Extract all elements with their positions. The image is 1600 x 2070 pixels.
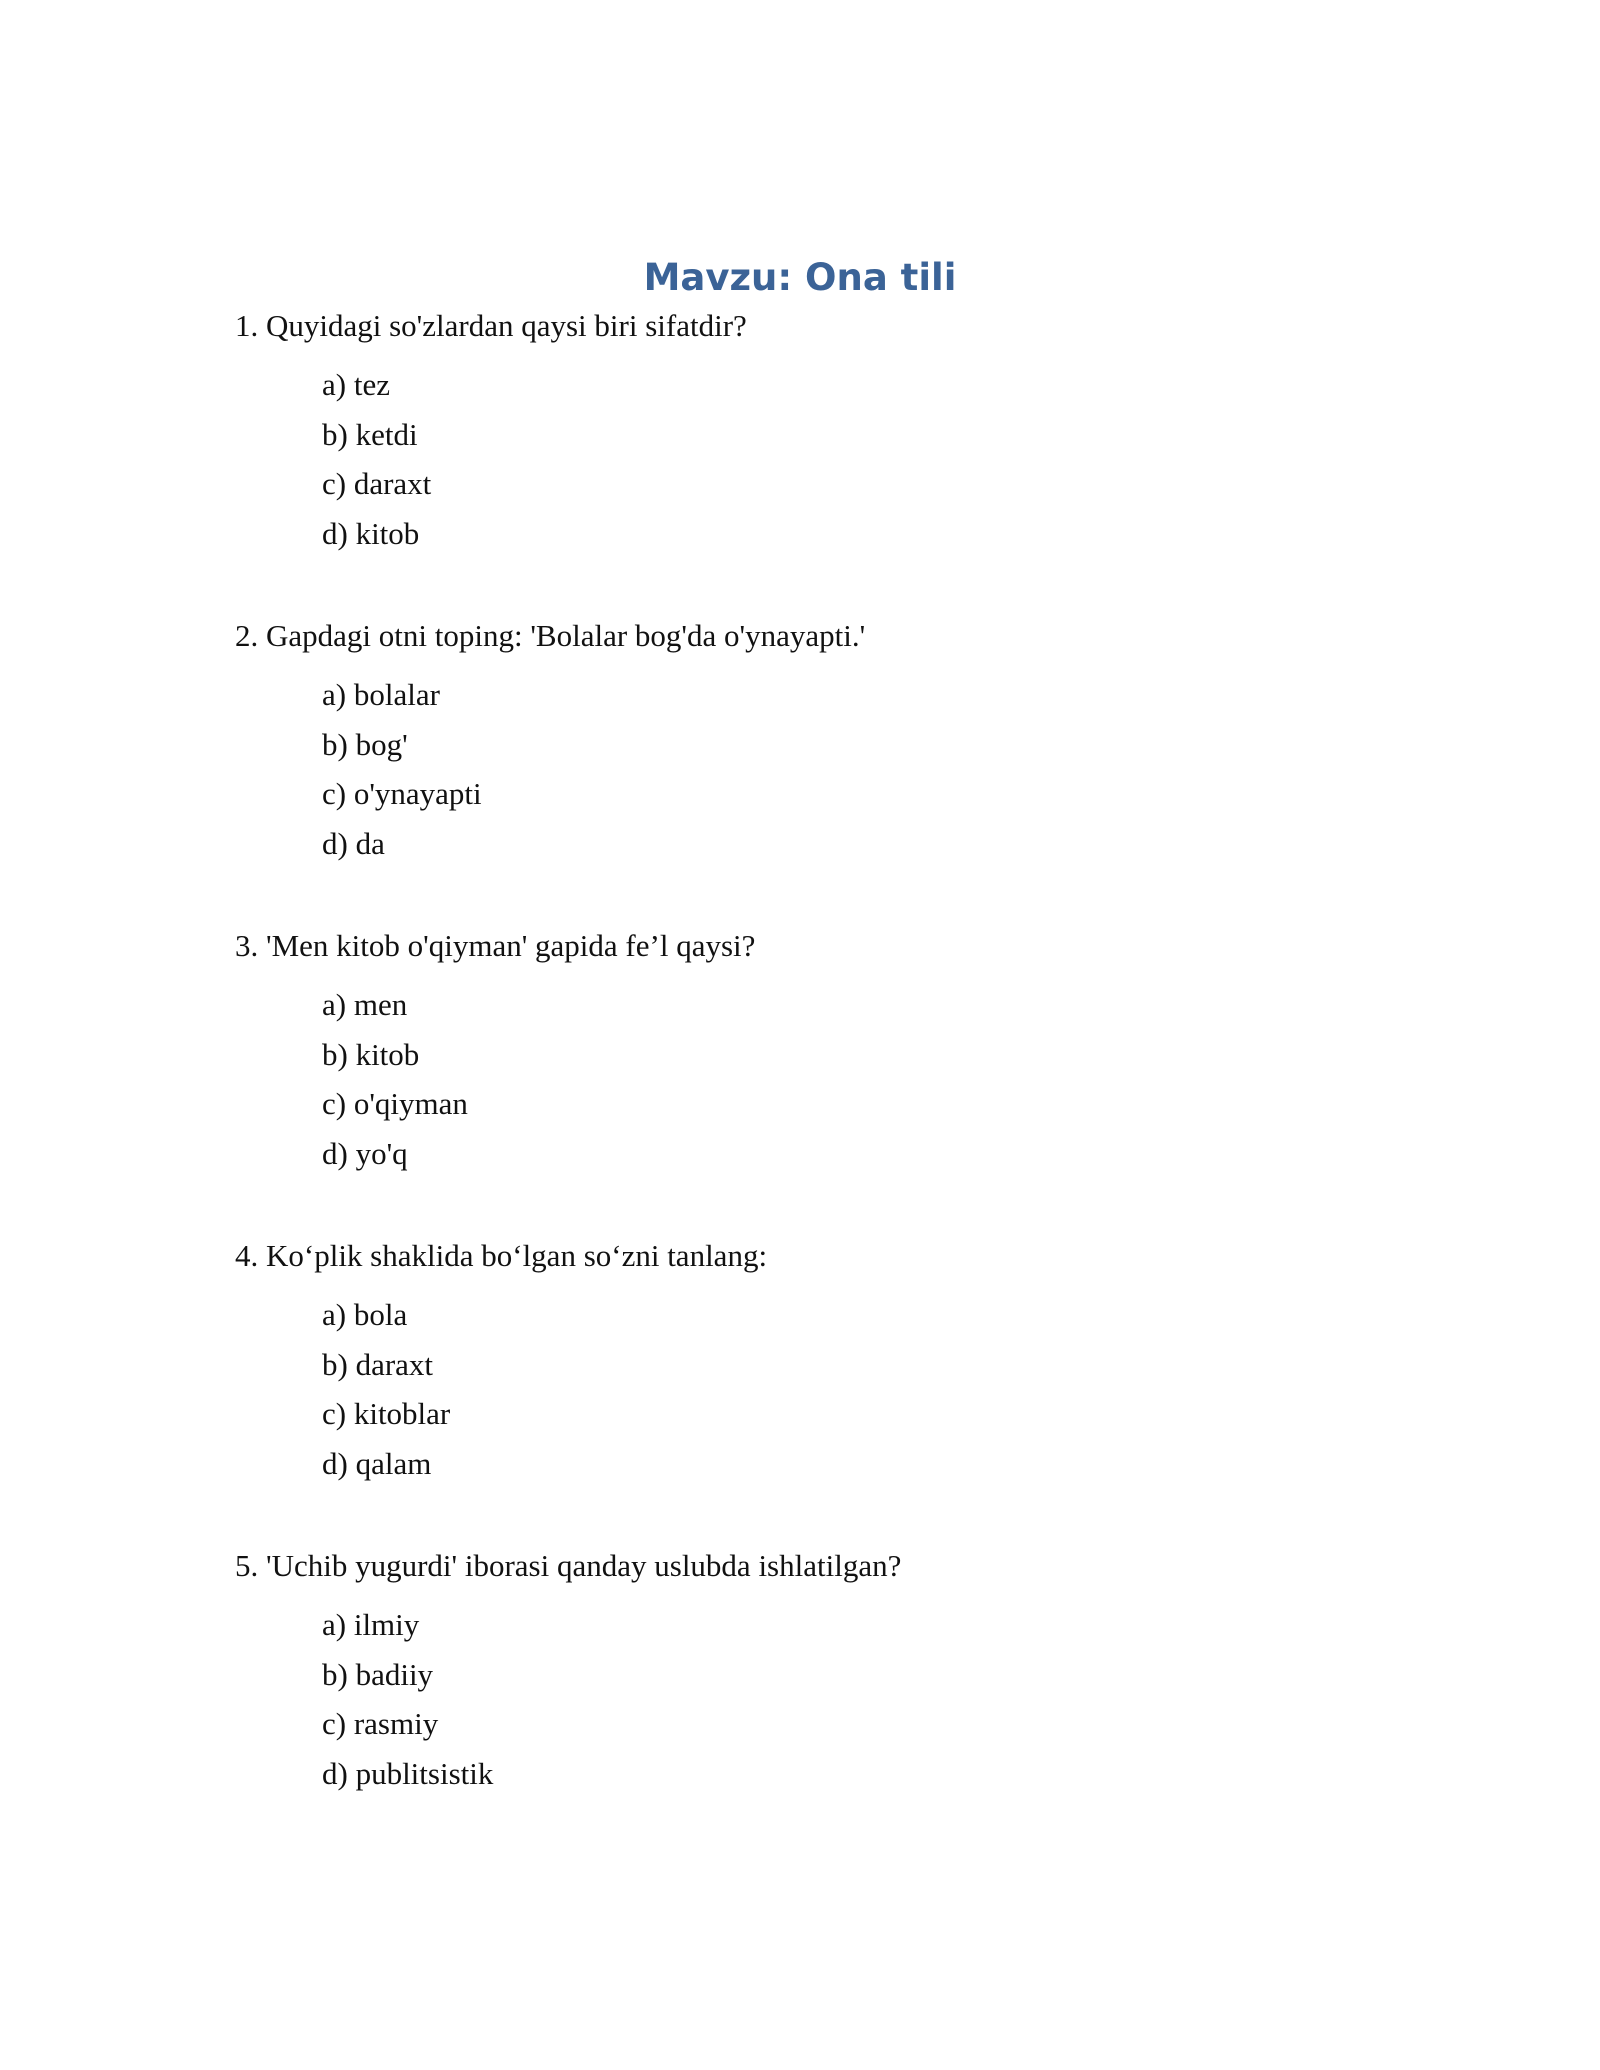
answer-option-a: a) men xyxy=(322,987,408,1022)
answer-options xyxy=(235,1600,1435,1798)
question-4 xyxy=(235,1236,1435,1488)
answer-option-b: b) daraxt xyxy=(322,1346,434,1382)
question-text: 1. Quyidagi so'zlardan qaysi biri sifatdir? xyxy=(235,308,747,343)
answer-option-a: a) ilmiy xyxy=(322,1607,420,1642)
answer-option-b: b) ketdi xyxy=(322,416,418,452)
question-text: 3. 'Men kitob o'qiyman' gapida fe’l qaysi? xyxy=(235,928,756,963)
answer-option-d: d) kitob xyxy=(322,515,420,551)
answer-option-c: c) kitoblar xyxy=(322,1396,451,1431)
question-1 xyxy=(235,306,1435,558)
answer-option-b: b) bog' xyxy=(322,726,408,762)
question-text: 5. 'Uchib yugurdi' iborasi qanday uslubda ishlatilgan? xyxy=(235,1548,902,1583)
answer-option-a: a) bola xyxy=(322,1297,408,1332)
answer-option-a: a) tez xyxy=(322,367,390,402)
answer-option-d: d) yo'q xyxy=(322,1135,408,1171)
question-text: 2. Gapdagi otni toping: 'Bolalar bog'da o'ynayapti.' xyxy=(235,618,866,653)
answer-options xyxy=(235,980,1435,1178)
question-text: 4. Ko‘plik shaklida bo‘lgan so‘zni tanlang: xyxy=(235,1238,768,1273)
answer-option-c: c) o'ynayapti xyxy=(322,776,482,811)
question-list xyxy=(235,306,1435,1856)
answer-options xyxy=(235,360,1435,558)
answer-options xyxy=(235,670,1435,868)
answer-option-d: d) da xyxy=(322,825,385,861)
answer-option-d: d) publitsistik xyxy=(322,1755,494,1791)
page-title: Mavzu: Ona tili xyxy=(643,256,957,299)
question-3 xyxy=(235,926,1435,1178)
answer-option-b: b) badiiy xyxy=(322,1656,434,1692)
answer-option-c: c) rasmiy xyxy=(322,1706,439,1741)
answer-option-c: c) daraxt xyxy=(322,466,432,501)
question-2 xyxy=(235,616,1435,868)
answer-option-a: a) bolalar xyxy=(322,677,440,712)
answer-option-d: d) qalam xyxy=(322,1445,432,1481)
answer-options xyxy=(235,1290,1435,1488)
answer-option-b: b) kitob xyxy=(322,1036,420,1072)
question-5 xyxy=(235,1546,1435,1798)
answer-option-c: c) o'qiyman xyxy=(322,1086,468,1121)
